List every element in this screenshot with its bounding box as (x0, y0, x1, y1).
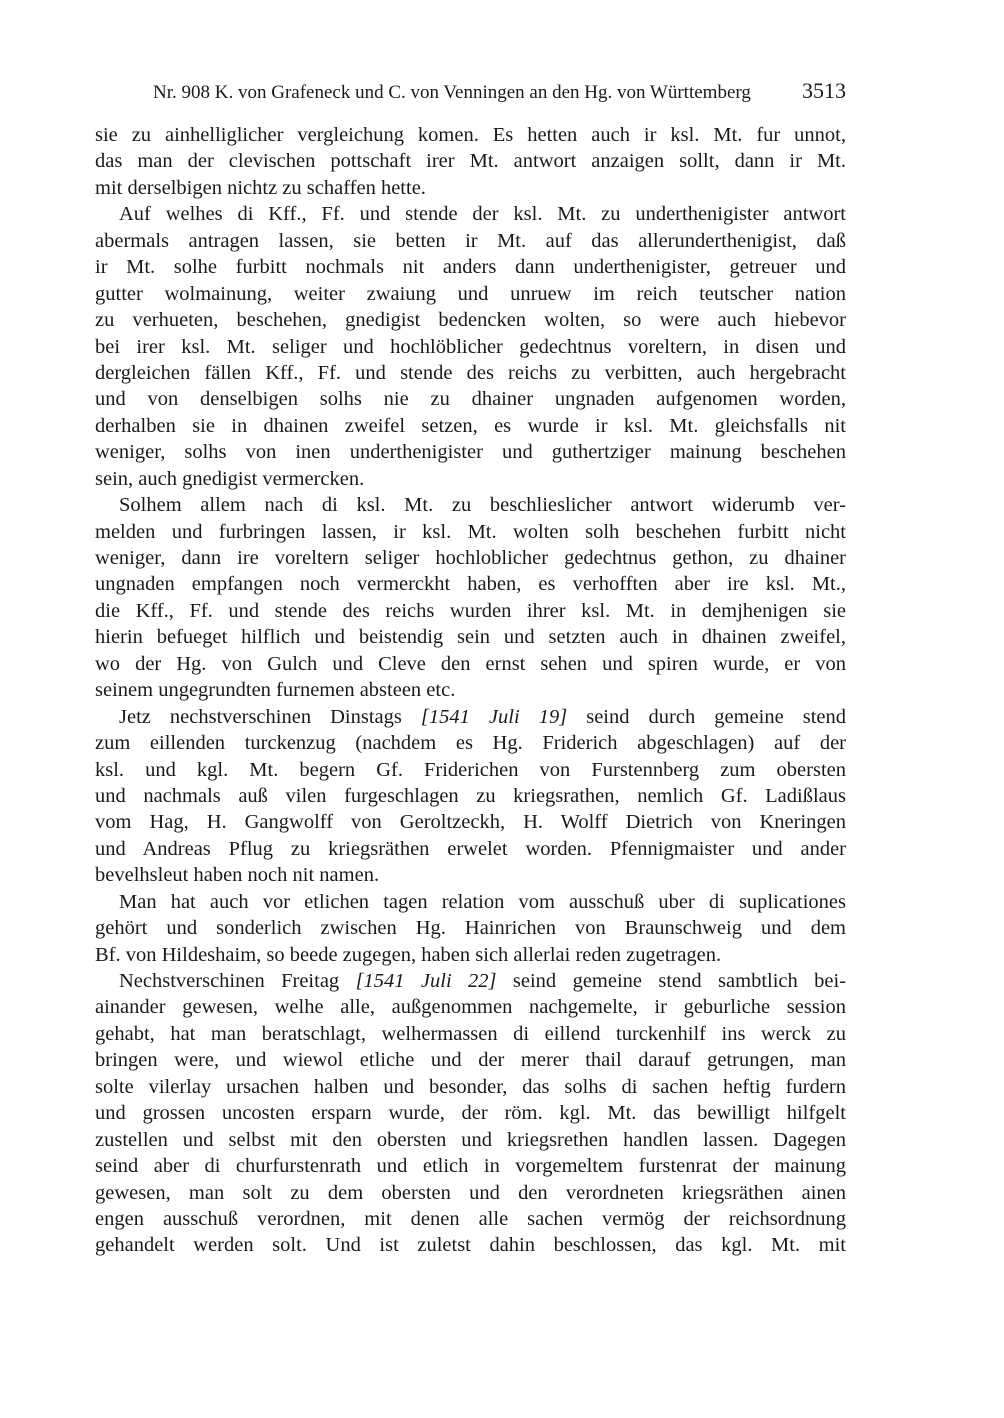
text-segment: seind aber di churfurstenrath und etlich in vorgemeltem furstenrat der mainung (95, 1155, 846, 1178)
text-segment: mit derselbigen nichtz zu schaffen hette. (95, 176, 426, 199)
text-segment: und nachmals auß vilen furgeschlagen zu kriegsrathen, nemlich Gf. Ladißlaus (95, 784, 846, 807)
text-segment: ksl. und kgl. Mt. begern Gf. Friderichen von Furstennberg zum obersten (95, 758, 846, 781)
text-line (95, 968, 846, 994)
text-line (95, 334, 846, 360)
paragraph (95, 889, 846, 968)
text-line (95, 148, 846, 174)
text-line (95, 651, 846, 677)
text-line (95, 175, 846, 201)
text-segment: dergleichen fällen Kff., Ff. und stende des reichs zu verbitten, auch hergebracht (95, 361, 846, 384)
text-line (95, 307, 846, 333)
text-segment: wo der Hg. von Gulch und Cleve den ernst sehen und spiren wurde, er von (95, 652, 846, 675)
running-header (153, 78, 846, 106)
text-line (95, 519, 846, 545)
text-segment: sein, auch gnedigist vermercken. (95, 467, 365, 490)
text-segment: gehabt, hat man beratschlagt, welhermassen di eillend turckenhilf ins werck zu (95, 1022, 846, 1045)
text-segment: weniger, dann ire voreltern seliger hochloblicher gedechtnus gethon, zu dhainer (95, 547, 846, 569)
text-line (95, 1232, 846, 1258)
document-title: K. von Grafeneck und C. von Venningen an den Hg. von Württemberg (214, 82, 751, 103)
text-line (95, 862, 846, 888)
text-segment: ir Mt. solhe furbitt nochmals nit anders dann underthenigister, getreuer und (95, 256, 846, 279)
text-segment: engen ausschuß verordnen, mit denen alle sachen vermög der reichsordnung (95, 1207, 846, 1230)
text-line (95, 254, 846, 280)
text-segment: die Kff., Ff. und stende des reichs wurden ihrer ksl. Mt. in demjhenigen sie (95, 599, 846, 622)
text-segment: Man hat auch vor etlichen tagen relation vom ausschuß uber di suplicationes (119, 890, 846, 913)
text-line (95, 122, 846, 148)
text-segment: Bf. von Hildeshaim, so beede zugegen, haben sich allerlai reden zugetragen. (95, 943, 722, 966)
text-segment: Jetz nechstverschinen Dinstags (119, 705, 421, 728)
text-line (95, 201, 846, 227)
text-line (95, 783, 846, 809)
text-segment: und Andreas Pflug zu kriegsräthen erwelet worden. Pfennigmaister und ander (95, 837, 846, 860)
text-line (95, 889, 846, 915)
paragraph (95, 492, 846, 704)
text-segment: Nechstverschinen Freitag (119, 970, 356, 992)
paragraph (95, 968, 846, 1259)
text-line (95, 1180, 846, 1206)
text-line (95, 942, 846, 968)
text-segment: bringen were, und wiewol etliche und der merer thail darauf getrungen, man (95, 1049, 846, 1072)
text-segment: bei irer ksl. Mt. seliger und hochlöblicher gedechtnus voreltern, in disen und (95, 335, 846, 358)
text-segment: abermals antragen lassen, sie betten ir Mt. auf das allerunderthenigist, daß (95, 229, 846, 252)
text-line (95, 439, 846, 465)
text-segment: und grossen uncosten ersparn wurde, der röm. kgl. Mt. das bewilligt hilfgelt (95, 1102, 846, 1125)
text-segment: das man der clevischen pottschaft irer Mt. antwort anzaigen sollt, dann ir Mt. (95, 150, 846, 173)
text-line (95, 624, 846, 650)
page-number: 3513 (802, 78, 846, 103)
text-segment: seind gemeine stend sambtlich bei- (496, 970, 847, 992)
text-line (95, 809, 846, 835)
text-line (95, 545, 846, 571)
text-line (95, 677, 846, 703)
text-segment: solte vilerlay ursachen halben und besonder, das solhs di sachen heftig furdern (95, 1075, 846, 1098)
text-line (95, 1100, 846, 1126)
text-line (95, 704, 846, 730)
text-segment: weniger, solhs von inen underthenigister und guthertziger mainung beschehen (95, 441, 846, 464)
text-line (95, 915, 846, 941)
text-line (95, 1074, 846, 1100)
text-line (95, 1021, 846, 1047)
text-line (95, 281, 846, 307)
text-line (95, 598, 846, 624)
text-segment: seinem ungegrundten furnemen absteen etc. (95, 679, 456, 702)
text-segment: zum eillenden turckenzug (nachdem es Hg. Friderich abgeschlagen) auf der (95, 732, 846, 755)
text-line (95, 492, 846, 518)
text-segment: zustellen und selbst mit den obersten und kriegsrethen handlen lassen. Dagegen (95, 1128, 846, 1151)
text-segment: ungnaden empfangen noch vermerckht haben, es verhofften aber ire ksl. Mt., (95, 573, 846, 596)
text-segment: zu verhueten, beschehen, gnedigist bedencken wolten, so were auch hiebevor (95, 309, 846, 332)
text-segment: derhalben sie in dhainen zweifel setzen, es wurde ir ksl. Mt. gleichsfalls nit (95, 414, 846, 437)
text-line (95, 571, 846, 597)
text-line (95, 228, 846, 254)
text-segment: sie zu ainhelliglicher vergleichung komen. Es hetten auch ir ksl. Mt. fur unnot, (95, 124, 846, 146)
text-line (95, 1127, 846, 1153)
text-segment: melden und furbringen lassen, ir ksl. Mt. wolten solh beschehen furbitt nicht (95, 520, 846, 543)
text-line (95, 994, 846, 1020)
text-segment: hierin befueget hilflich und beistendig sein und setzten auch in dhainen zweifel, (95, 626, 846, 649)
text-segment: Auf welhes di Kff., Ff. und stende der ksl. Mt. zu underthenigister antwort (119, 203, 846, 226)
text-line (95, 466, 846, 492)
editorial-date: [1541 Juli 22] (355, 970, 497, 992)
text-segment: gutter wolmainung, weiter zwaiung und unruew im reich teutscher nation (95, 282, 846, 305)
text-line (95, 413, 846, 439)
text-line (95, 730, 846, 756)
text-line (95, 757, 846, 783)
text-segment: und von denselbigen solhs nie zu dhainer ungnaden aufgenomen worden, (95, 388, 846, 411)
text-line (95, 360, 846, 386)
text-segment: gewesen, man solt zu dem obersten und den verordneten kriegsräthen ainen (95, 1181, 846, 1204)
text-segment: seind durch gemeine stend (567, 705, 846, 728)
text-line (95, 1047, 846, 1073)
header-title-group (153, 82, 751, 104)
text-line (95, 386, 846, 412)
text-segment: vom Hag, H. Gangwolff von Geroltzeckh, H. Wolff Dietrich von Kneringen (95, 811, 846, 834)
paragraph (95, 704, 846, 889)
text-segment: gehandelt werden solt. Und ist zuletst dahin beschlossen, das kgl. Mt. mit (95, 1234, 846, 1257)
text-segment: bevelhsleut haben noch nit namen. (95, 864, 380, 887)
text-segment: gehört und sonderlich zwischen Hg. Hainrichen von Braunschweig und dem (95, 917, 846, 940)
body-text (95, 122, 846, 1259)
document-number: Nr. 908 (153, 82, 210, 103)
text-line (95, 1206, 846, 1232)
text-line (95, 836, 846, 862)
text-segment: Solhem allem nach di ksl. Mt. zu beschlieslicher antwort widerumb ver- (119, 494, 846, 517)
paragraph (95, 201, 846, 492)
editorial-date: [1541 Juli 19] (420, 705, 568, 728)
text-segment: ainander gewesen, welhe alle, außgenommen nachgemelte, ir geburliche session (95, 996, 846, 1019)
text-line (95, 1153, 846, 1179)
paragraph (95, 122, 846, 201)
